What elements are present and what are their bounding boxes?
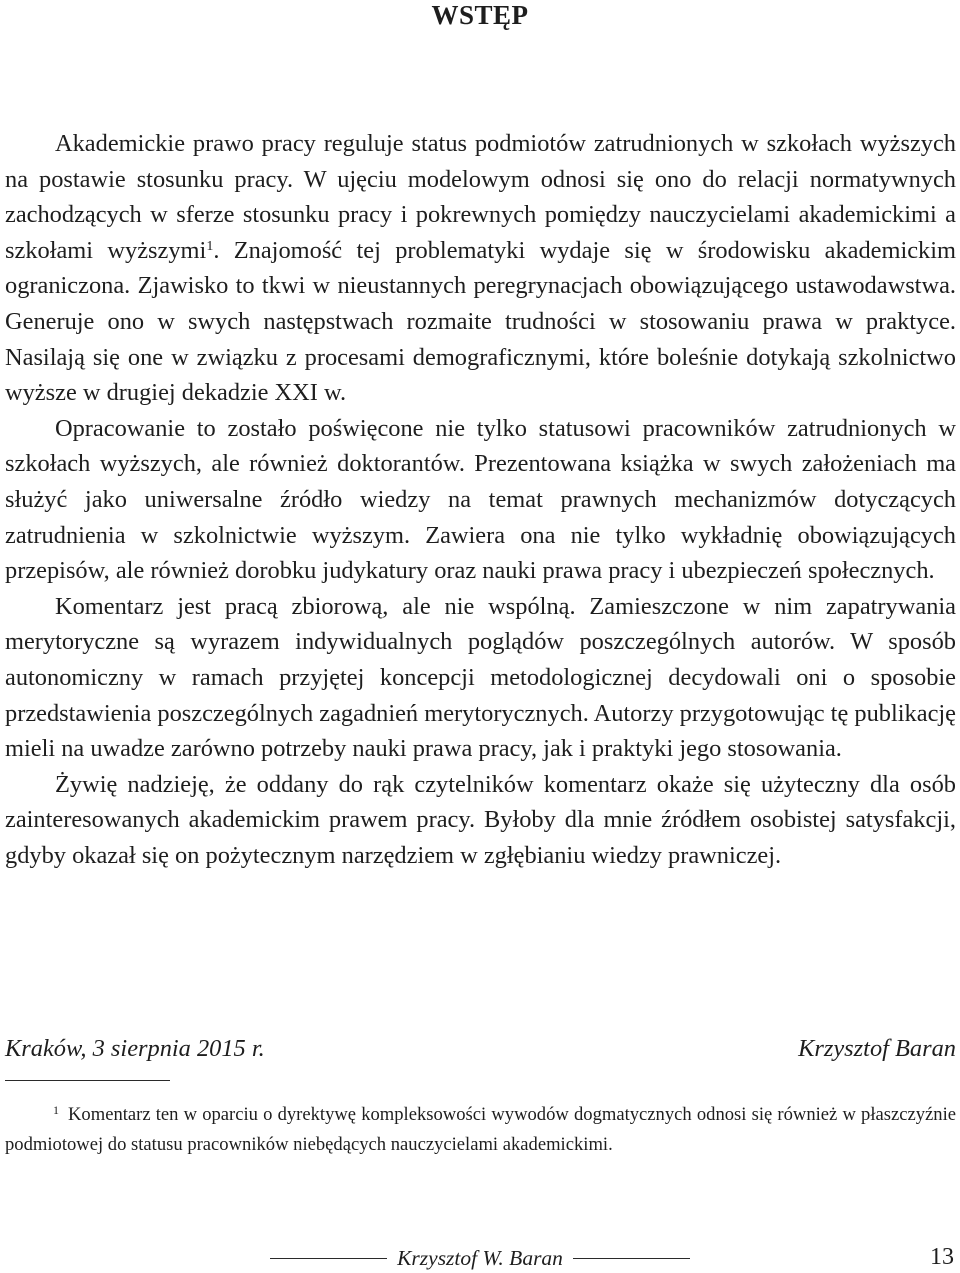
body-text — [5, 126, 956, 873]
footer-rule-right — [573, 1258, 690, 1259]
footnote-number: 1 — [53, 1103, 59, 1117]
place-and-date: Kraków, 3 sierpnia 2015 r. — [5, 1035, 265, 1062]
signature-row — [5, 1032, 956, 1066]
paragraph-1-text-before: Akademickie prawo pracy reguluje status podmiotów zatrudnionych w szkołach wyższych na postawie stosunku pracy. W ujęciu modelowym odnosi się ono do relacji normatywnych zachodzących w sferze stosunku pracy i pokrewnych pomiędzy nauczycielami akademickimi a szkołami wyższymi — [5, 130, 956, 264]
footnote — [5, 1100, 956, 1160]
paragraph-3: Komentarz jest pracą zbiorową, ale nie wspólną. Zamieszczone w nim zapatrywania merytoryczne są wyrazem indywidualnych poglądów poszczególnych autorów. W sposób autonomiczny w ramach przyjętej koncepcji metodologicznej decydowali oni o sposobie przedstawienia poszczególnych zagadnień merytorycznych. Autorzy przygotowując tę publikację mieli na uwadze zarówno potrzeby nauki prawa pracy, jak i praktyki jego stosowania. — [5, 592, 956, 763]
footnote-separator — [5, 1080, 170, 1081]
paragraph-2: Opracowanie to zostało poświęcone nie tylko statusowi pracowników zatrudnionych w szkołach wyższych, ale również doktorantów. Prezentowana książka w swych założeniach ma służyć jako uniwersalne źródło wiedzy na temat prawnych mechanizmów dotyczących zatrudnienia w szkolnictwie wyższym. Zawiera ona nie tylko wykładnię obowiązujących przepisów, ale również dorobku judykatury oraz nauki prawa pracy i ubezpieczeń społecznych. — [5, 414, 956, 585]
page-number: 13 — [930, 1244, 954, 1270]
paragraph-1 — [5, 126, 956, 411]
running-footer — [270, 1244, 690, 1272]
page-title: WSTĘP — [431, 0, 529, 30]
paragraph-1-text-after: . Znajomość tej problematyki wydaje się w środowisku akademickim ograniczona. Zjawisko to tkwi w nieustannych peregrynacjach obowiązującego ustawodawstwa. Generuje ono w swych następstwach rozmaite trudności w stosowaniu prawa w praktyce. Nasilają się one w związku z procesami demograficznymi, które boleśnie dotykają szkolnictwo wyższe w drugiej dekadzie XXI w. — [5, 236, 956, 407]
footnote-reference[interactable]: 1 — [206, 238, 214, 254]
footer-author: Krzysztof W. Baran — [397, 1246, 563, 1270]
paragraph-4: Żywię nadzieję, że oddany do rąk czytelników komentarz okaże się użyteczny dla osób zainteresowanych akademickim prawem pracy. Byłoby dla mnie źródłem osobistej satysfakcji, gdyby okazał się on pożytecznym narzędziem w zgłębianiu wiedzy prawniczej. — [5, 770, 956, 869]
signature-author: Krzysztof Baran — [798, 1035, 956, 1062]
footer-rule-left — [270, 1258, 387, 1259]
footnote-text: Komentarz ten w oparciu o dyrektywę kompleksowości wywodów dogmatycznych odnosi się również w płaszczyźnie podmiotowej do statusu pracowników niebędących nauczycielami akademickimi. — [5, 1104, 956, 1155]
